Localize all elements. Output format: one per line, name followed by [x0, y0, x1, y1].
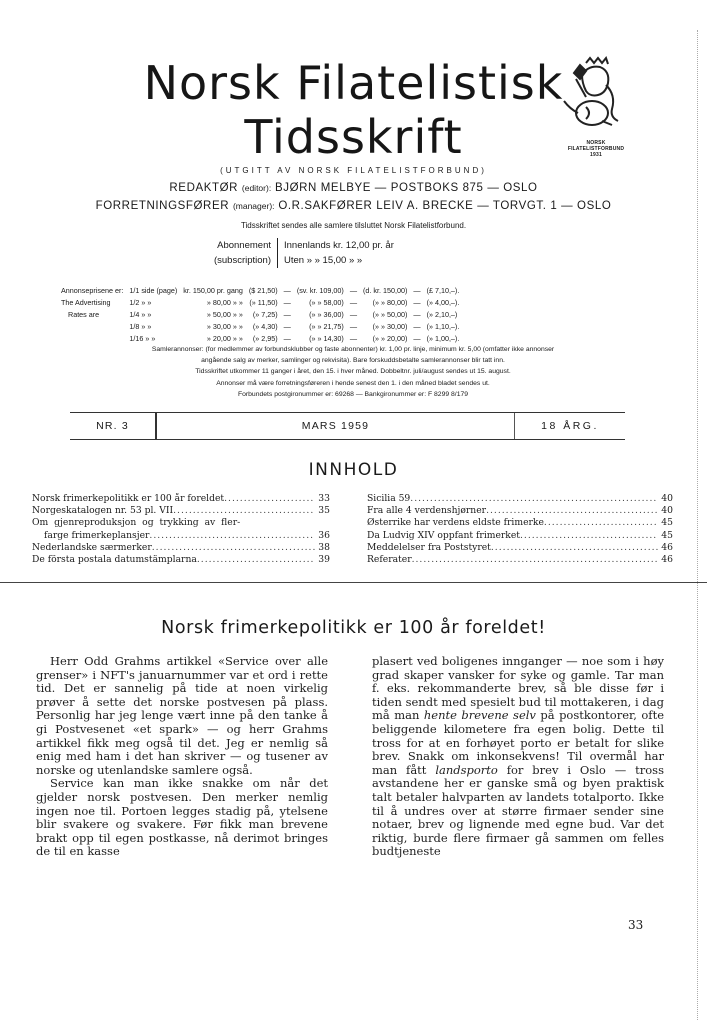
- manager-label-en: (manager):: [232, 201, 275, 211]
- rate-usd: (» 2,95): [252, 334, 278, 343]
- rate-nok: » 30,00 » »: [206, 322, 243, 331]
- rates-label: Annonseprisene er:: [61, 286, 124, 295]
- subscription-label-1: Abonnement: [175, 238, 278, 253]
- rate-usd: (» 4,30): [252, 322, 278, 331]
- rate-nok: » 80,00 » »: [206, 298, 243, 307]
- rate-gbp: (» 2,10,–): [426, 310, 458, 319]
- rate-size: 1/8 » »: [129, 322, 152, 331]
- toc-page: 46: [661, 541, 673, 553]
- publication-notes: [18, 344, 688, 400]
- article-title: Norsk frimerkepolitikk er 100 år foreldet!: [161, 618, 546, 638]
- toc-entry[interactable]: [32, 505, 330, 517]
- toc-page: 45: [661, 529, 673, 541]
- manager-label: FORRETNINGSFØRER: [95, 200, 230, 212]
- manager-value: O.R.SAKFØRER LEIV A. BRECKE — TORVGT. 1 — OSLO: [278, 200, 612, 212]
- rate-usd: (» 7,25): [252, 310, 278, 319]
- toc-title: Om gjenreproduksjon og trykking av fler-: [32, 517, 241, 529]
- toc-title: De första postala datumstämplarna: [32, 554, 197, 566]
- rate-gbp: (» 1,00,–).: [426, 334, 460, 343]
- toc-page: 39: [318, 554, 330, 566]
- note-line: Forbundets postgironummer er: 69268 — Bankgironummer er: F 8299 8/179: [237, 390, 469, 398]
- toc-entry[interactable]: [367, 554, 673, 566]
- toc-title: Fra alle 4 verdenshjørner: [367, 505, 487, 517]
- rate-row: 1/8 » » » 30,00 » » (» 4,30) — (» » 21,75) — (» » 30,00) — (» 1,10,–).: [58, 321, 462, 333]
- toc-entry[interactable]: [367, 542, 673, 554]
- rate-sek: (» » 36,00): [309, 310, 344, 319]
- toc-title: Norgeskatalogen nr. 53 pl. VII: [32, 505, 174, 517]
- toc-title: farge frimerkeplansjer: [44, 529, 150, 541]
- text-run-italic: landsporto: [435, 762, 498, 777]
- rate-dkk: (» » 30,00): [372, 322, 408, 331]
- manager-line: [0, 200, 707, 212]
- toc-title: Østerrike har verdens eldste frimerke: [367, 517, 544, 529]
- rate-row: Annonseprisene er: 1/1 side (page) kr. 150,00 pr. gang ($ 21,50) — (sv. kr. 109,00) — (d. kr. 150,00) — (£ 7,10,–).: [58, 285, 462, 297]
- rate-sek: (» » 14,30): [309, 334, 344, 343]
- contents-heading: INNHOLD: [308, 460, 399, 480]
- rate-size: 1/4 » »: [129, 310, 152, 319]
- editor-label-en: (editor):: [241, 183, 272, 193]
- federation-logo: [556, 55, 636, 158]
- subscription-value-2: Uten » » 15,00 » »: [284, 255, 363, 266]
- toc-title: Da Ludvig XIV oppfant frimerket: [367, 529, 520, 541]
- toc-page: 46: [661, 554, 673, 566]
- rates-label: The Advertising: [61, 298, 111, 307]
- text-run-italic: hente brevene selv: [423, 708, 536, 723]
- toc-page: [240, 517, 243, 529]
- rate-gbp: (» 1,10,–).: [426, 322, 460, 331]
- rate-size: 1/16 » »: [129, 334, 156, 343]
- toc-title: Sicilia 59: [367, 493, 411, 504]
- toc-page: 45: [661, 517, 673, 529]
- text-run: plasert ved boligenes innganger — noe som i høy grad skaper vansker for syke og gamle. Tar man f. eks. rekommanderte brev, så ble disse før i tiden sendt med spesielt bud til mottakeren, i dag må man: [372, 654, 664, 723]
- rate-row: Rates are 1/4 » » » 50,00 » » (» 7,25) — (» » 36,00) — (» » 50,00) — (» 2,10,–): [58, 309, 462, 321]
- ad-rates-table: [58, 285, 462, 345]
- issue-info-bar: [70, 412, 625, 440]
- toc-entry[interactable]: [32, 554, 330, 566]
- rate-nok: » 20,00 » »: [206, 334, 243, 343]
- toc-entry[interactable]: [367, 505, 673, 517]
- text-run: for brev i Oslo — tross avstandene her er ganske små og byen praktisk talt betaler halvparten av landets totalporto. Ikke til å undres over at større firmaer sender sine notaer, brev og lignende med egne bud. Var det riktig, burde flere firmaer gå sammen om felles budtjeneste: [372, 762, 664, 859]
- rate-usd: ($ 21,50): [248, 286, 278, 295]
- article-column-left: [36, 655, 328, 859]
- rate-gbp: (» 4,00,–).: [426, 298, 460, 307]
- issue-number: NR. 3: [70, 413, 157, 439]
- toc-page: 35: [318, 505, 330, 517]
- note-line: Tidsskriftet utkommer 11 ganger i året, den 15. i hver måned. Dobbeltnr. juli/august sendes ut 15. august.: [195, 368, 511, 376]
- note-line: Annonser må være forretningsføreren i hende senest den 1. i den måned bladet sendes ut.: [216, 379, 490, 387]
- rate-dkk: (d. kr. 150,00): [363, 286, 408, 295]
- note-line: angående salg av merker, samlinger og rekvisita). Bare forskuddsbetalte samlerannonser blir tatt inn.: [201, 357, 505, 365]
- distribution-note: Tidsskriftet sendes alle samlere tilsluttet Norsk Filatelistforbund.: [240, 221, 467, 230]
- subscription-value-1: Innenlands kr. 12,00 pr. år: [284, 240, 394, 251]
- toc-title: Referater: [367, 554, 412, 566]
- article-paragraph: Service kan man ikke snakke om når det gjelder norsk postvesen. Den merker nemlig ingen noe til. Portoen legges stadig på, ytelsene blir svakere og svakere. Før fikk man brevene brakt opp til egen postkasse, nå derimot bringes de til en kasse: [36, 776, 328, 859]
- rate-dkk: (» » 20,00): [372, 334, 408, 343]
- page-number: 33: [628, 918, 644, 932]
- toc-entry[interactable]: [32, 530, 330, 542]
- toc-entry[interactable]: [367, 517, 673, 529]
- masthead-title-line2: Tidsskrift: [244, 110, 463, 164]
- toc-title: Meddelelser fra Poststyret: [367, 541, 491, 553]
- rate-row: The Advertising 1/2 » » » 80,00 » » (» 11,50) — (» » 58,00) — (» » 80,00) — (» 4,00,–).: [58, 297, 462, 309]
- contents-list-left: [32, 493, 330, 566]
- toc-page: 33: [318, 493, 330, 504]
- rate-size: 1/2 » »: [129, 298, 152, 307]
- article-paragraph: Herr Odd Grahms artikkel «Service over alle grenser» i NFT's januarnummer var et ord i rette tid. Det er sannelig på tide at noen virkelig prøver å sette det norske postvesen på plass. Personlig har jeg lenge vært inne på den tanke å gi Postvesenet «et spark» — og herr Grahms artikkel fikk meg også til det. Jeg er nemlig så enig med ham i det han skriver — og tusener av norske og utenlandske samlere også.: [36, 654, 328, 777]
- subscription-block: [175, 238, 394, 268]
- toc-entry[interactable]: [367, 530, 673, 542]
- rate-sek: (sv. kr. 109,00): [296, 286, 344, 295]
- toc-entry[interactable]: [367, 493, 673, 505]
- rate-sek: (» » 21,75): [309, 322, 344, 331]
- logo-text-line3: 1931: [590, 152, 602, 158]
- article-paragraph: [372, 655, 664, 859]
- article-column-right: [372, 655, 664, 859]
- toc-entry[interactable]: [32, 517, 330, 529]
- masthead-title-line1: Norsk Filatelistisk: [143, 56, 564, 110]
- toc-page: 40: [661, 505, 673, 517]
- logo-text-line1: NORSK: [586, 140, 606, 146]
- editor-value: BJØRN MELBYE — POSTBOKS 875 — OSLO: [274, 182, 538, 194]
- toc-entry[interactable]: [32, 493, 330, 505]
- logo-text-line2: FILATELISTFORBUND: [567, 146, 625, 152]
- rate-usd: (» 11,50): [249, 298, 278, 307]
- rate-gbp: (£ 7,10,–).: [426, 286, 460, 295]
- toc-entry[interactable]: [32, 542, 330, 554]
- toc-page: 38: [318, 541, 330, 553]
- rates-label: Rates are: [68, 310, 100, 319]
- editor-line: [0, 182, 707, 194]
- publisher-line: (UTGITT AV NORSK FILATELISTFORBUND): [220, 166, 487, 175]
- rate-size: 1/1 side (page): [129, 286, 178, 295]
- rate-nok: kr. 150,00 pr. gang: [183, 286, 243, 295]
- note-line: Samlerannonser: (for medlemmer av forbundsklubber og faste abonnenter) kr. 1,00 pr. linje, minimum kr. 5,00 (omfatter ikke annonser: [151, 346, 555, 353]
- rate-dkk: (» » 50,00): [372, 310, 408, 319]
- text-run: på postkontorer, ofte beliggende kilometere fra egen bolig. Dette til tross for at en forhøyet porto er betalt for slike brev. Snakk om inkonsekvens! Til overmål har man fått: [372, 708, 664, 777]
- rate-dkk: (» » 80,00): [372, 298, 408, 307]
- issue-volume: 18 ÅRG.: [514, 413, 625, 439]
- rate-sek: (» » 58,00): [309, 298, 344, 307]
- toc-page: 40: [661, 493, 673, 504]
- contents-list-right: [367, 493, 673, 566]
- subscription-label-2: (subscription): [175, 253, 278, 268]
- rate-nok: » 50,00 » »: [206, 310, 243, 319]
- rate-row: 1/16 » » » 20,00 » » (» 2,95) — (» » 14,30) — (» » 20,00) — (» 1,00,–).: [58, 333, 462, 345]
- lion-posthorn-emblem-icon: [556, 55, 636, 135]
- toc-title: Norsk frimerkepolitikk er 100 år foreldet: [32, 493, 225, 504]
- toc-page: 36: [318, 529, 330, 541]
- scan-edge: [697, 30, 700, 1020]
- toc-title: Nederlandske særmerker: [32, 541, 152, 553]
- section-divider: [0, 582, 707, 583]
- editor-label: REDAKTØR: [169, 182, 239, 194]
- issue-date: MARS 1959: [301, 420, 370, 432]
